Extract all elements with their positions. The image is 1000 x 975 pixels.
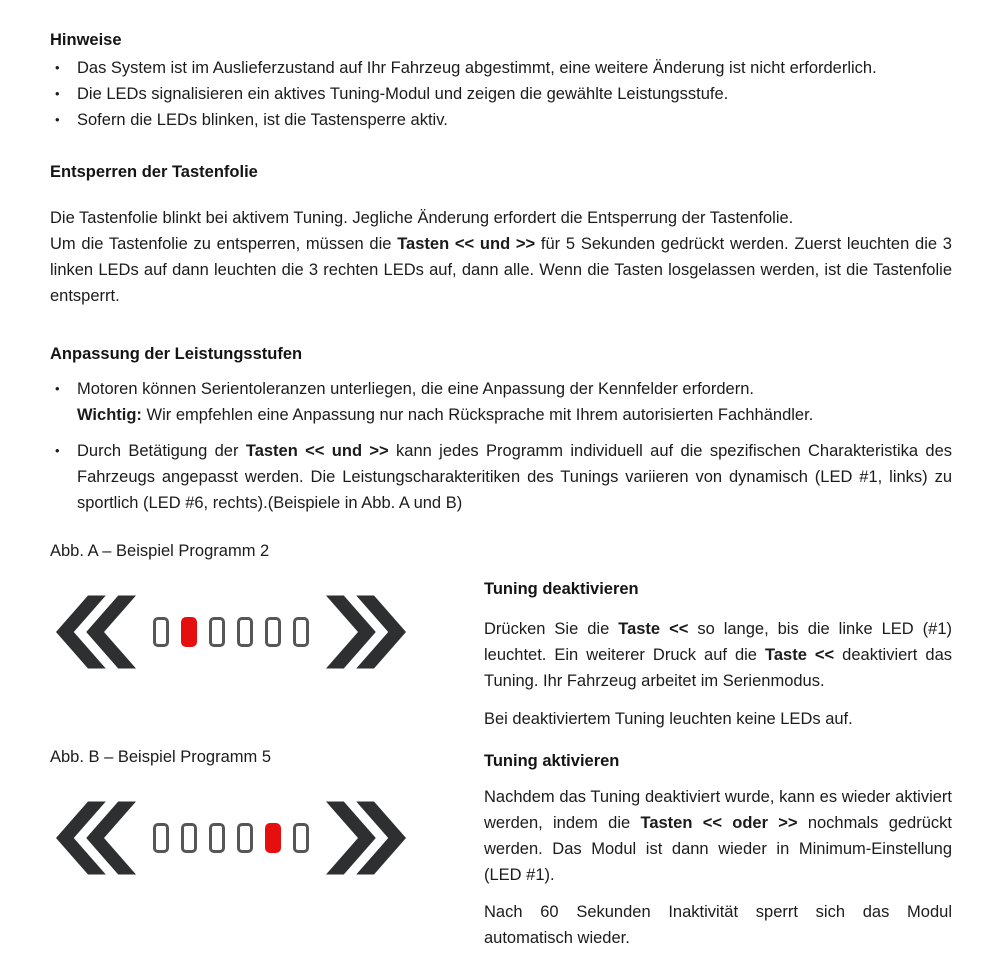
figure-b-caption: Abb. B – Beispiel Programm 5 bbox=[50, 748, 272, 766]
heading-tuning-aktivieren: Tuning aktivieren bbox=[484, 752, 620, 770]
led-inactive bbox=[209, 823, 225, 853]
led-inactive bbox=[293, 617, 309, 647]
led-row bbox=[153, 823, 309, 853]
bullet-marker: • bbox=[55, 86, 60, 101]
led-inactive bbox=[153, 823, 169, 853]
paragraph-block bbox=[50, 205, 952, 309]
bullet-text: Sofern die LEDs blinken, ist die Tastensperre aktiv. bbox=[77, 111, 448, 129]
led-active bbox=[265, 823, 281, 853]
bullet-marker: • bbox=[55, 60, 60, 75]
double-chevron-left-icon bbox=[56, 592, 136, 672]
figures-column bbox=[50, 536, 484, 951]
figure-a-caption: Abb. A – Beispiel Programm 2 bbox=[50, 542, 270, 560]
bullet-item bbox=[50, 107, 952, 133]
bullet-text-wichtig: Wichtig: Wir empfehlen eine Anpassung nur nach Rücksprache mit Ihrem autorisierten Fachhändler. bbox=[77, 406, 814, 424]
paragraph-line: Die Tastenfolie blinkt bei aktivem Tuning. Jegliche Änderung erfordert die Entsperrung der Tastenfolie. bbox=[50, 209, 794, 227]
section-heading-entsperren: Entsperren der Tastenfolie bbox=[50, 163, 258, 181]
instructions-column bbox=[484, 536, 952, 951]
section-heading-hinweise: Hinweise bbox=[50, 31, 122, 49]
bullet-item bbox=[50, 438, 952, 516]
led-inactive bbox=[293, 823, 309, 853]
paragraph-aktivieren-2: Nach 60 Sekunden Inaktivität sperrt sich das Modul automatisch wieder. bbox=[484, 903, 952, 947]
led-inactive bbox=[237, 823, 253, 853]
bullet-text: Das System ist im Auslieferzustand auf Ihr Fahrzeug abgestimmt, eine weitere Änderung ist nicht erforderlich. bbox=[77, 59, 877, 77]
section-anpassung bbox=[50, 341, 952, 516]
figure-a-led-display bbox=[56, 592, 484, 672]
led-inactive bbox=[181, 823, 197, 853]
paragraph: Um die Tastenfolie zu entsperren, müssen die Tasten << und >> für 5 Sekunden gedrückt werden. Zuerst leuchten die 3 linken LEDs auf dann leuchten die 3 rechten LEDs auf, dann alle. Wenn die Tasten losgelassen werden, ist die Tastenfolie entsperrt. bbox=[50, 235, 952, 305]
paragraph-deaktivieren-2: Bei deaktiviertem Tuning leuchten keine LEDs auf. bbox=[484, 710, 853, 728]
led-row bbox=[153, 617, 309, 647]
bullet-marker: • bbox=[55, 443, 60, 458]
double-chevron-left-icon bbox=[56, 798, 136, 878]
examples-area bbox=[50, 536, 952, 951]
led-active bbox=[181, 617, 197, 647]
bullet-item bbox=[50, 376, 952, 428]
double-chevron-right-icon bbox=[326, 592, 406, 672]
heading-tuning-deaktivieren: Tuning deaktivieren bbox=[484, 580, 639, 598]
bullet-marker: • bbox=[55, 381, 60, 396]
section-hinweise bbox=[50, 27, 952, 133]
paragraph-deaktivieren-1: Drücken Sie die Taste << so lange, bis die linke LED (#1) leuchtet. Ein weiterer Druck auf die Taste << deaktiviert das Tuning. Ihr Fahrzeug arbeitet im Serienmodus. bbox=[484, 620, 952, 690]
figure-b-led-display bbox=[56, 798, 484, 878]
paragraph-aktivieren-1: Nachdem das Tuning deaktiviert wurde, kann es wieder aktiviert werden, indem die Tasten << oder >> nochmals gedrückt werden. Das Modul ist dann wieder in Minimum-Einstellung (LED #1). bbox=[484, 788, 952, 884]
bullet-marker: • bbox=[55, 112, 60, 127]
led-inactive bbox=[237, 617, 253, 647]
led-inactive bbox=[265, 617, 281, 647]
bullet-text: Motoren können Serientoleranzen unterliegen, die eine Anpassung der Kennfelder erfordern. bbox=[77, 380, 754, 398]
bullet-text: Durch Betätigung der Tasten << und >> kann jedes Programm individuell auf die spezifischen Charakteristika des Fahrzeugs angepasst werden. Die Leistungscharakteritiken des Tunings variieren von dynamisch (LED #1, links) zu sportlich (LED #6, rechts).(Beispiele in Abb. A und B) bbox=[77, 442, 952, 512]
section-entsperren bbox=[50, 159, 952, 309]
section-heading-anpassung: Anpassung der Leistungsstufen bbox=[50, 345, 303, 363]
bullet-item bbox=[50, 55, 952, 81]
led-inactive bbox=[209, 617, 225, 647]
led-inactive bbox=[153, 617, 169, 647]
bullet-item bbox=[50, 81, 952, 107]
double-chevron-right-icon bbox=[326, 798, 406, 878]
bullet-text: Die LEDs signalisieren ein aktives Tuning-Modul und zeigen die gewählte Leistungsstufe. bbox=[77, 85, 729, 103]
